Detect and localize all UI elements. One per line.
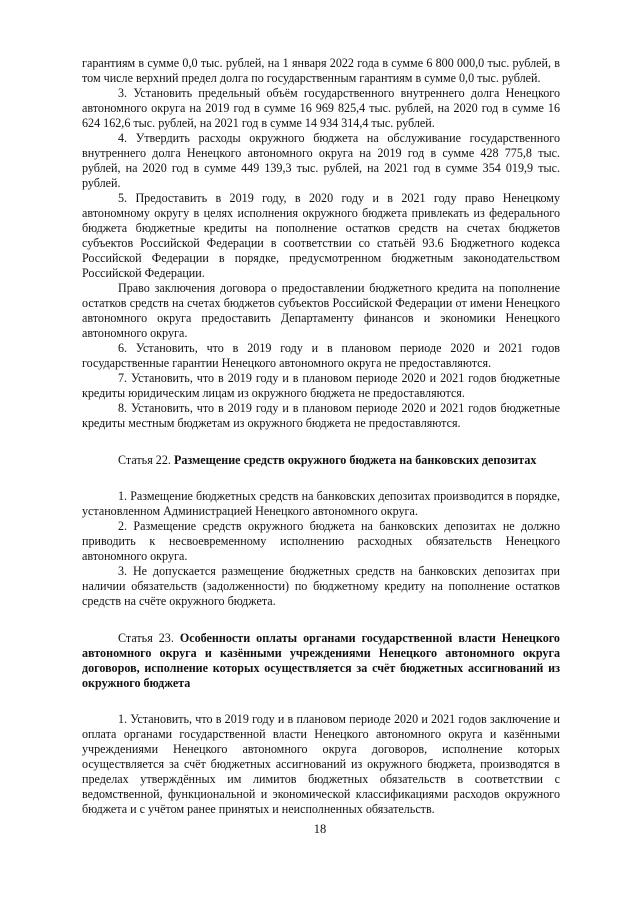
article-22-prefix: Статья 22.: [118, 453, 171, 467]
page-number: 18: [313, 822, 327, 836]
spacer: [82, 468, 560, 489]
paragraph-continuation: гарантиям в сумме 0,0 тыс. рублей, на 1 января 2022 года в сумме 6 800 000,0 тыс. рублей, в том числе верхний предел долга по государственным гарантиям в сумме 0,0 тыс. рублей.: [82, 56, 560, 85]
spacer: [82, 431, 560, 453]
spacer: [82, 609, 560, 631]
article-23-paragraph-1: 1. Установить, что в 2019 году и в плановом периоде 2020 и 2021 годов заключение и оплата органами государственной власти Ненецкого автономного округа и казёнными учреждениями Ненецкого автономного округа договоров, исполнение которых осуществляется за счёт бюджетных ассигнований из окружного бюджета, производятся в пределах утверждённых им лимитов бюджетных обязательств в соответствии с ведомственной, функциональной и экономической классификациями расходов окружного бюджета и с учётом ранее принятых и неисполненных обязательств.: [82, 712, 560, 816]
spacer: [82, 691, 560, 712]
paragraph-item-7: 7. Установить, что в 2019 году и в плановом периоде 2020 и 2021 годов бюджетные кредиты юридическим лицам из окружного бюджета не предоставляются.: [82, 371, 560, 400]
paragraph-item-5: 5. Предоставить в 2019 году, в 2020 году и в 2021 году право Ненецкому автономному округу в целях исполнения окружного бюджета привлекать из федерального бюджета бюджетные кредиты на пополнение остатков средств на счетах бюджетов субъектов Российской Федерации в соответствии со статьёй 93.6 Бюджетного кодекса Российской Федерации в порядке, предусмотренном бюджетным законодательством Российской Федерации.: [82, 191, 560, 280]
paragraph-item-3: 3. Установить предельный объём государственного внутреннего долга Ненецкого автономного округа на 2019 год в сумме 16 969 825,4 тыс. рублей, на 2020 год в сумме 16 624 162,6 тыс. рублей, на 2021 год в сумме 14 934 314,4 тыс. рублей.: [82, 86, 560, 130]
article-22-paragraph-3: 3. Не допускается размещение бюджетных средств на банковских депозитах при наличии обязательств (задолженности) по бюджетному кредиту на пополнение остатков средств на счёте окружного бюджета.: [82, 564, 560, 608]
paragraph-item-8: 8. Установить, что в 2019 году и в плановом периоде 2020 и 2021 годов бюджетные кредиты местным бюджетам из окружного бюджета не предоставляются.: [82, 401, 560, 430]
article-22-title: Размещение средств окружного бюджета на банковских депозитах: [173, 453, 537, 467]
paragraph-item-4: 4. Утвердить расходы окружного бюджета на обслуживание государственного внутреннего долга Ненецкого автономного округа на 2019 год в сумме 428 775,8 тыс. рублей, на 2020 год в сумме 449 139,3 тыс. рублей, на 2021 год в сумме 354 019,9 тыс. рублей.: [82, 131, 560, 190]
article-22-paragraph-1: 1. Размещение бюджетных средств на банковских депозитах производится в порядке, установленном Администрацией Ненецкого автономного округа.: [82, 489, 560, 518]
article-22-heading: [82, 453, 560, 468]
article-23-heading: [82, 631, 560, 691]
paragraph-contract-right: Право заключения договора о предоставлении бюджетного кредита на пополнение остатков средств на счетах бюджетов субъектов Российской Федерации от имени Ненецкого автономного округа предоставить Департаменту финансов и экономики Ненецкого автономного округа.: [82, 281, 560, 340]
article-23-prefix: Статья 23.: [118, 631, 174, 645]
paragraph-item-6: 6. Установить, что в 2019 году и в плановом периоде 2020 и 2021 годов государственные гарантии Ненецкого автономного округа не предоставляются.: [82, 341, 560, 370]
document-page: [82, 56, 560, 817]
article-22-paragraph-2: 2. Размещение средств окружного бюджета на банковских депозитах не должно приводить к несвоевременному исполнению расходных обязательств Ненецкого автономного округа.: [82, 519, 560, 563]
article-23-title: Особенности оплаты органами государственной власти Ненецкого автономного округа и казёнными учреждениями Ненецкого автономного округа договоров, исполнение которых осуществляется за счёт бюджетных ассигнований из окружного бюджета: [82, 631, 560, 690]
